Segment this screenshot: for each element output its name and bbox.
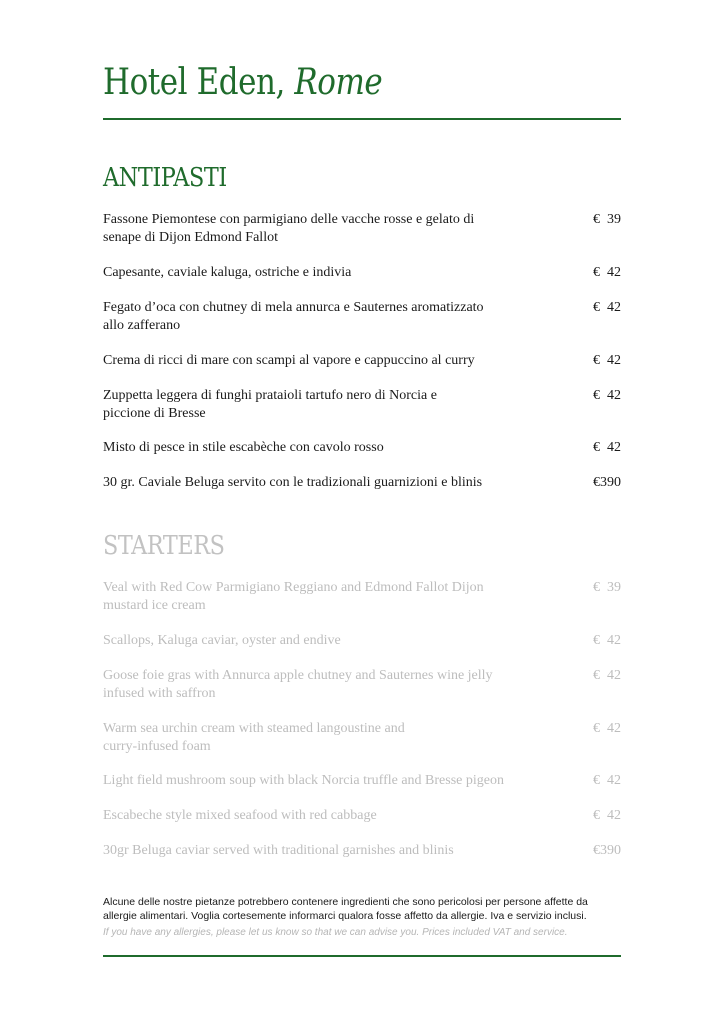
item-description: Warm sea urchin cream with steamed langoustine and curry-infused foam [103, 721, 405, 754]
item-price: € 42 [593, 353, 621, 368]
menu-item [103, 352, 621, 370]
menu-item [103, 842, 621, 860]
menu-item [103, 387, 621, 423]
starters-heading: STARTERS [103, 531, 225, 561]
item-description: Zuppetta leggera di funghi prataioli tartufo nero di Norcia e piccione di Bresse [103, 388, 437, 421]
menu-item [103, 772, 621, 790]
menu-item [103, 579, 621, 615]
menu-item [103, 632, 621, 650]
item-description: 30gr Beluga caviar served with traditional garnishes and blinis [103, 843, 454, 858]
menu-item [103, 299, 621, 335]
item-description: Fassone Piemontese con parmigiano delle vacche rosse e gelato di senape di Dijon Edmond Fallot [103, 212, 475, 245]
menu-item [103, 807, 621, 825]
item-price: € 42 [593, 633, 621, 648]
item-description: 30 gr. Caviale Beluga servito con le tradizionali guarnizioni e blinis [103, 475, 483, 490]
item-description: Veal with Red Cow Parmigiano Reggiano and Edmond Fallot Dijon mustard ice cream [103, 580, 484, 613]
item-price: € 42 [593, 440, 621, 455]
item-description: Misto di pesce in stile escabèche con cavolo rosso [103, 440, 384, 455]
item-description: Scallops, Kaluga caviar, oyster and endive [103, 633, 341, 648]
page-title [103, 62, 382, 103]
item-price: € 42 [593, 668, 621, 683]
item-description: Crema di ricci di mare con scampi al vapore e cappuccino al curry [103, 353, 475, 368]
item-price: € 42 [593, 773, 621, 788]
item-description: Fegato d’oca con chutney di mela annurca e Sauternes aromatizzato allo zafferano [103, 300, 484, 333]
item-description: Light field mushroom soup with black Norcia truffle and Bresse pigeon [103, 773, 504, 788]
item-price: € 42 [593, 721, 621, 736]
item-price: €390 [593, 475, 621, 490]
bottom-divider [103, 955, 621, 957]
menu-item [103, 211, 621, 247]
item-price: € 42 [593, 265, 621, 280]
item-description: Escabeche style mixed seafood with red cabbage [103, 808, 377, 823]
menu-item [103, 474, 621, 492]
city-name: Rome [294, 62, 383, 103]
item-price: € 39 [593, 212, 621, 227]
item-price: €390 [593, 843, 621, 858]
top-divider [103, 118, 621, 120]
antipasti-heading: ANTIPASTI [103, 163, 227, 193]
item-price: € 42 [593, 300, 621, 315]
allergy-note-english: If you have any allergies, please let us know so that we can advise you. Prices included VAT and service. [103, 927, 568, 938]
item-description: Capesante, caviale kaluga, ostriche e indivia [103, 265, 352, 280]
hotel-name: Hotel Eden, [103, 62, 285, 103]
item-description: Goose foie gras with Annurca apple chutney and Sauternes wine jelly infused with saffron [103, 668, 493, 701]
item-price: € 42 [593, 388, 621, 403]
allergy-note-italian: Alcune delle nostre pietanze potrebbero contenere ingredienti che sono pericolosi per persone affette da allergie alimentari. Voglia cortesemente informarci qualora fosse affetto da allergie. Iva e servizio inclusi. [103, 896, 588, 922]
menu-item [103, 720, 621, 756]
menu-item [103, 667, 621, 703]
menu-item [103, 264, 621, 282]
item-price: € 39 [593, 580, 621, 595]
menu-item [103, 439, 621, 457]
item-price: € 42 [593, 808, 621, 823]
